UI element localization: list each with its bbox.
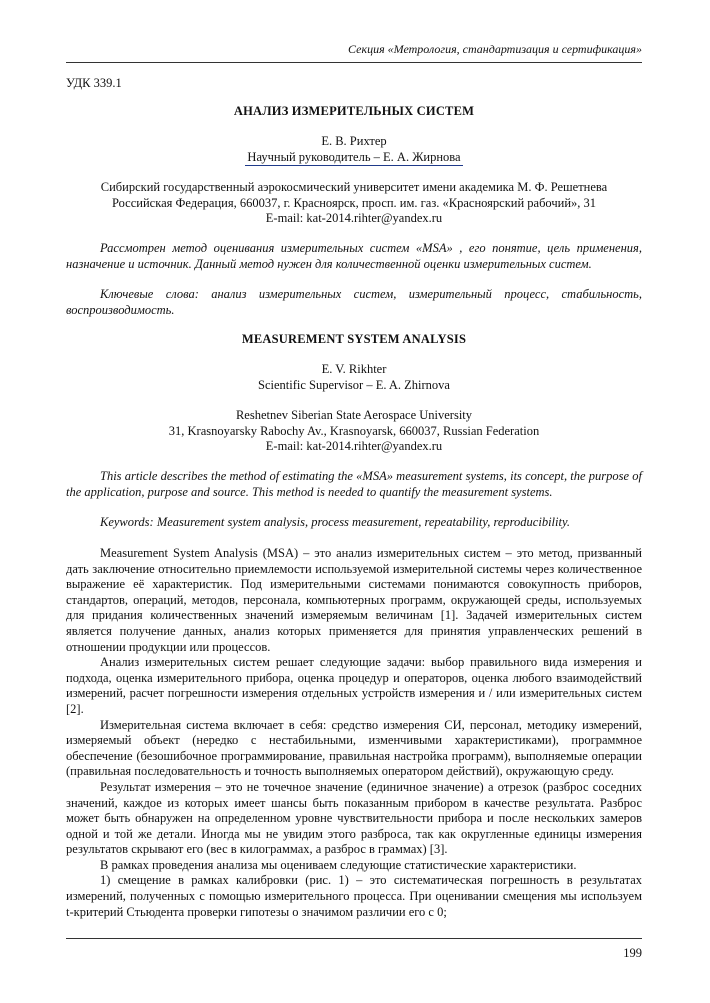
- page-number: 199: [623, 946, 642, 960]
- en-affiliation-line-1: Reshetnev Siberian State Aerospace University: [235, 408, 473, 422]
- en-email: E-mail: kat-2014.rihter@yandex.ru: [265, 439, 443, 454]
- ru-affiliation-line-2: Российская Федерация, 660037, г. Красноярск, просп. им. газ. «Красноярский рабочий», 31: [111, 195, 597, 210]
- en-abstract: This article describes the method of estimating the «MSA» measurement systems, its concept, the purpose of the application, purpose and source. This method is needed to quantify the measurement systems.: [66, 469, 642, 499]
- en-author-block: [66, 362, 642, 393]
- body-paragraph-2: Анализ измерительных систем решает следующие задачи: выбор правильного вида измерения и подхода, оценка измерительного прибора, оценка процедур и операторов, оценка любого взаимодействий измерений, расчет погрешности измерения отдельных устройств измерения и / или измерительных систем [2].: [66, 655, 642, 716]
- en-author: E. V. Rikhter: [321, 362, 387, 376]
- header-divider: [66, 62, 642, 63]
- ru-author-block: [66, 134, 642, 166]
- en-affiliation: [66, 408, 642, 455]
- en-affiliation-line-2: 31, Krasnoyarsky Rabochy Av., Krasnoyarsk, 660037, Russian Federation: [168, 423, 540, 438]
- body-paragraph-5: В рамках проведения анализа мы оцениваем следующие статистические характеристики.: [100, 857, 577, 872]
- ru-affiliation: [66, 180, 642, 227]
- ru-email: E-mail: kat-2014.rihter@yandex.ru: [265, 211, 443, 226]
- ru-supervisor: Научный руководитель – Е. А. Жирнова: [245, 150, 462, 167]
- ru-author: Е. В. Рихтер: [321, 134, 387, 148]
- ru-title: АНАЛИЗ ИЗМЕРИТЕЛЬНЫХ СИСТЕМ: [233, 104, 475, 118]
- body-text: [66, 546, 642, 920]
- en-title: MEASUREMENT SYSTEM ANALYSIS: [241, 332, 467, 346]
- body-paragraph-1: Measurement System Analysis (MSA) – это анализ измерительных систем – это метод, призванный дать заключение относительно приемлемости используемой измерительной системы через количественное выражение её характеристик. Под измерительными системами понимаются совокупность приборов, стандартов, операций, методов, персонала, компьютерных программ, окружающей среды, используемых для придания количественных значений измеряемым величинам [1]. Задачей измерительных систем является получение данных, анализ которых применяется для принятия управленческих решений в отношении продукции или процессов.: [66, 546, 642, 654]
- ru-affiliation-line-1: Сибирский государственный аэрокосмический университет имени академика М. Ф. Решетнева: [100, 180, 608, 194]
- en-supervisor: Scientific Supervisor – E. A. Zhirnova: [258, 377, 450, 392]
- en-keywords: Keywords: Measurement system analysis, process measurement, repeatability, reproducibility.: [100, 515, 570, 529]
- running-header: Секция «Метрология, стандартизация и сертификация»: [348, 42, 642, 56]
- body-paragraph-4: Результат измерения – это не точечное значение (единичное значение) а отрезок (разброс соседних значений, каждое из которых имеет шансы быть показанным прибором в качестве результата. Разброс может быть обнаружен на определенном уровне чувствительности прибора и после нескольких замеров одной и той же детали. Иногда мы не увидим этого разброса, так как округленные единицы измерения результатов скрывают его (вес в килограммах, а разброс в граммах) [3].: [66, 779, 642, 857]
- footer-divider: [66, 938, 642, 939]
- body-paragraph-3: Измерительная система включает в себя: средство измерения СИ, персонал, методику измерений, измеряемый объект (нередко с нестабильными, изменчивыми характеристиками), программное обеспечение (безошибочное программирование, правильная настройка программ), выполняемые операции (правильная последовательность и точность выполняемых оператором действий), окружающую среду.: [66, 717, 642, 779]
- udk-code: УДК 339.1: [66, 76, 122, 90]
- ru-keywords: Ключевые слова: анализ измерительных систем, измерительный процесс, стабильность, воспроизводимость.: [66, 287, 642, 317]
- ru-abstract: Рассмотрен метод оценивания измерительных систем «MSA» , его понятие, цель применения, назначение и источник. Данный метод нужен для количественной оценки измерительных систем.: [66, 241, 642, 271]
- body-paragraph-6: 1) смещение в рамках калибровки (рис. 1) – это систематическая погрешность в результатах измерений, полученных с помощью измерительного процесса. При оценивании смещения мы используем t-критерий Стьюдента проверки гипотезы о значимом различии его с 0;: [66, 873, 642, 919]
